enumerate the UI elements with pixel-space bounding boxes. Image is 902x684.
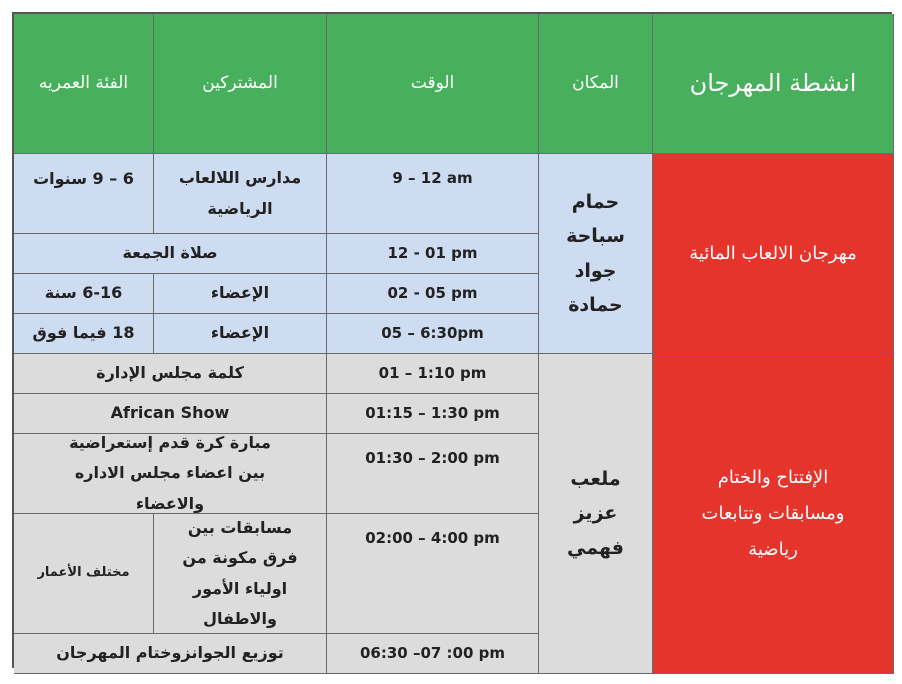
header-time: الوقت <box>327 14 539 154</box>
table-row-participants: الإعضاء <box>154 274 327 314</box>
table-row-age: 18 فيما فوق <box>14 314 154 354</box>
table-row-time: 02 - 05 pm <box>327 274 539 314</box>
table-row-age: 6 – 9 سنوات <box>14 154 154 234</box>
table-row-merged: صلاة الجمعة <box>14 234 327 274</box>
venue-pool: حمام سباحة جواد حمادة <box>539 154 653 354</box>
table-row-time: 05 – 6:30pm <box>327 314 539 354</box>
table-row-time: 01 – 1:10 pm <box>327 354 539 394</box>
header-venue: المكان <box>539 14 653 154</box>
festival-schedule-table <box>12 12 892 668</box>
table-row-time: 01:15 – 1:30 pm <box>327 394 539 434</box>
table-row-merged: توزيع الجوانزوختام المهرجان <box>14 634 327 674</box>
table-row-time: 02:00 – 4:00 pm <box>327 514 539 634</box>
table-row-participants: الإعضاء <box>154 314 327 354</box>
table-row-time: 01:30 – 2:00 pm <box>327 434 539 514</box>
header-activities: انشطة المهرجان <box>653 14 894 154</box>
table-row-merged: كلمة مجلس الإدارة <box>14 354 327 394</box>
table-row-age: 6-16 سنة <box>14 274 154 314</box>
table-row-time: 06:30 –07 :00 pm <box>327 634 539 674</box>
table-row-merged: African Show <box>14 394 327 434</box>
header-age-group: الفئة العمريه <box>14 14 154 154</box>
header-participants: المشتركين <box>154 14 327 154</box>
table-row-merged: مبارة كرة قدم إستعراضية بين اعضاء مجلس الاداره والاعضاء <box>14 434 327 514</box>
venue-stadium: ملعب عزيز فهمي <box>539 354 653 674</box>
table-row-time: 12 - 01 pm <box>327 234 539 274</box>
table-row-time: 9 – 12 am <box>327 154 539 234</box>
activity-opening-closing: الإفتتاح والختام ومسابقات وتتابعات رياضية <box>653 354 894 674</box>
table-row-participants: مسابقات بين فرق مكونة من اولياء الأمور والاطفال <box>154 514 327 634</box>
table-row-participants: مدارس اللالعاب الرياضية <box>154 154 327 234</box>
table-row-age: مختلف الأعمار <box>14 514 154 634</box>
activity-water-games: مهرجان الالعاب المائية <box>653 154 894 354</box>
